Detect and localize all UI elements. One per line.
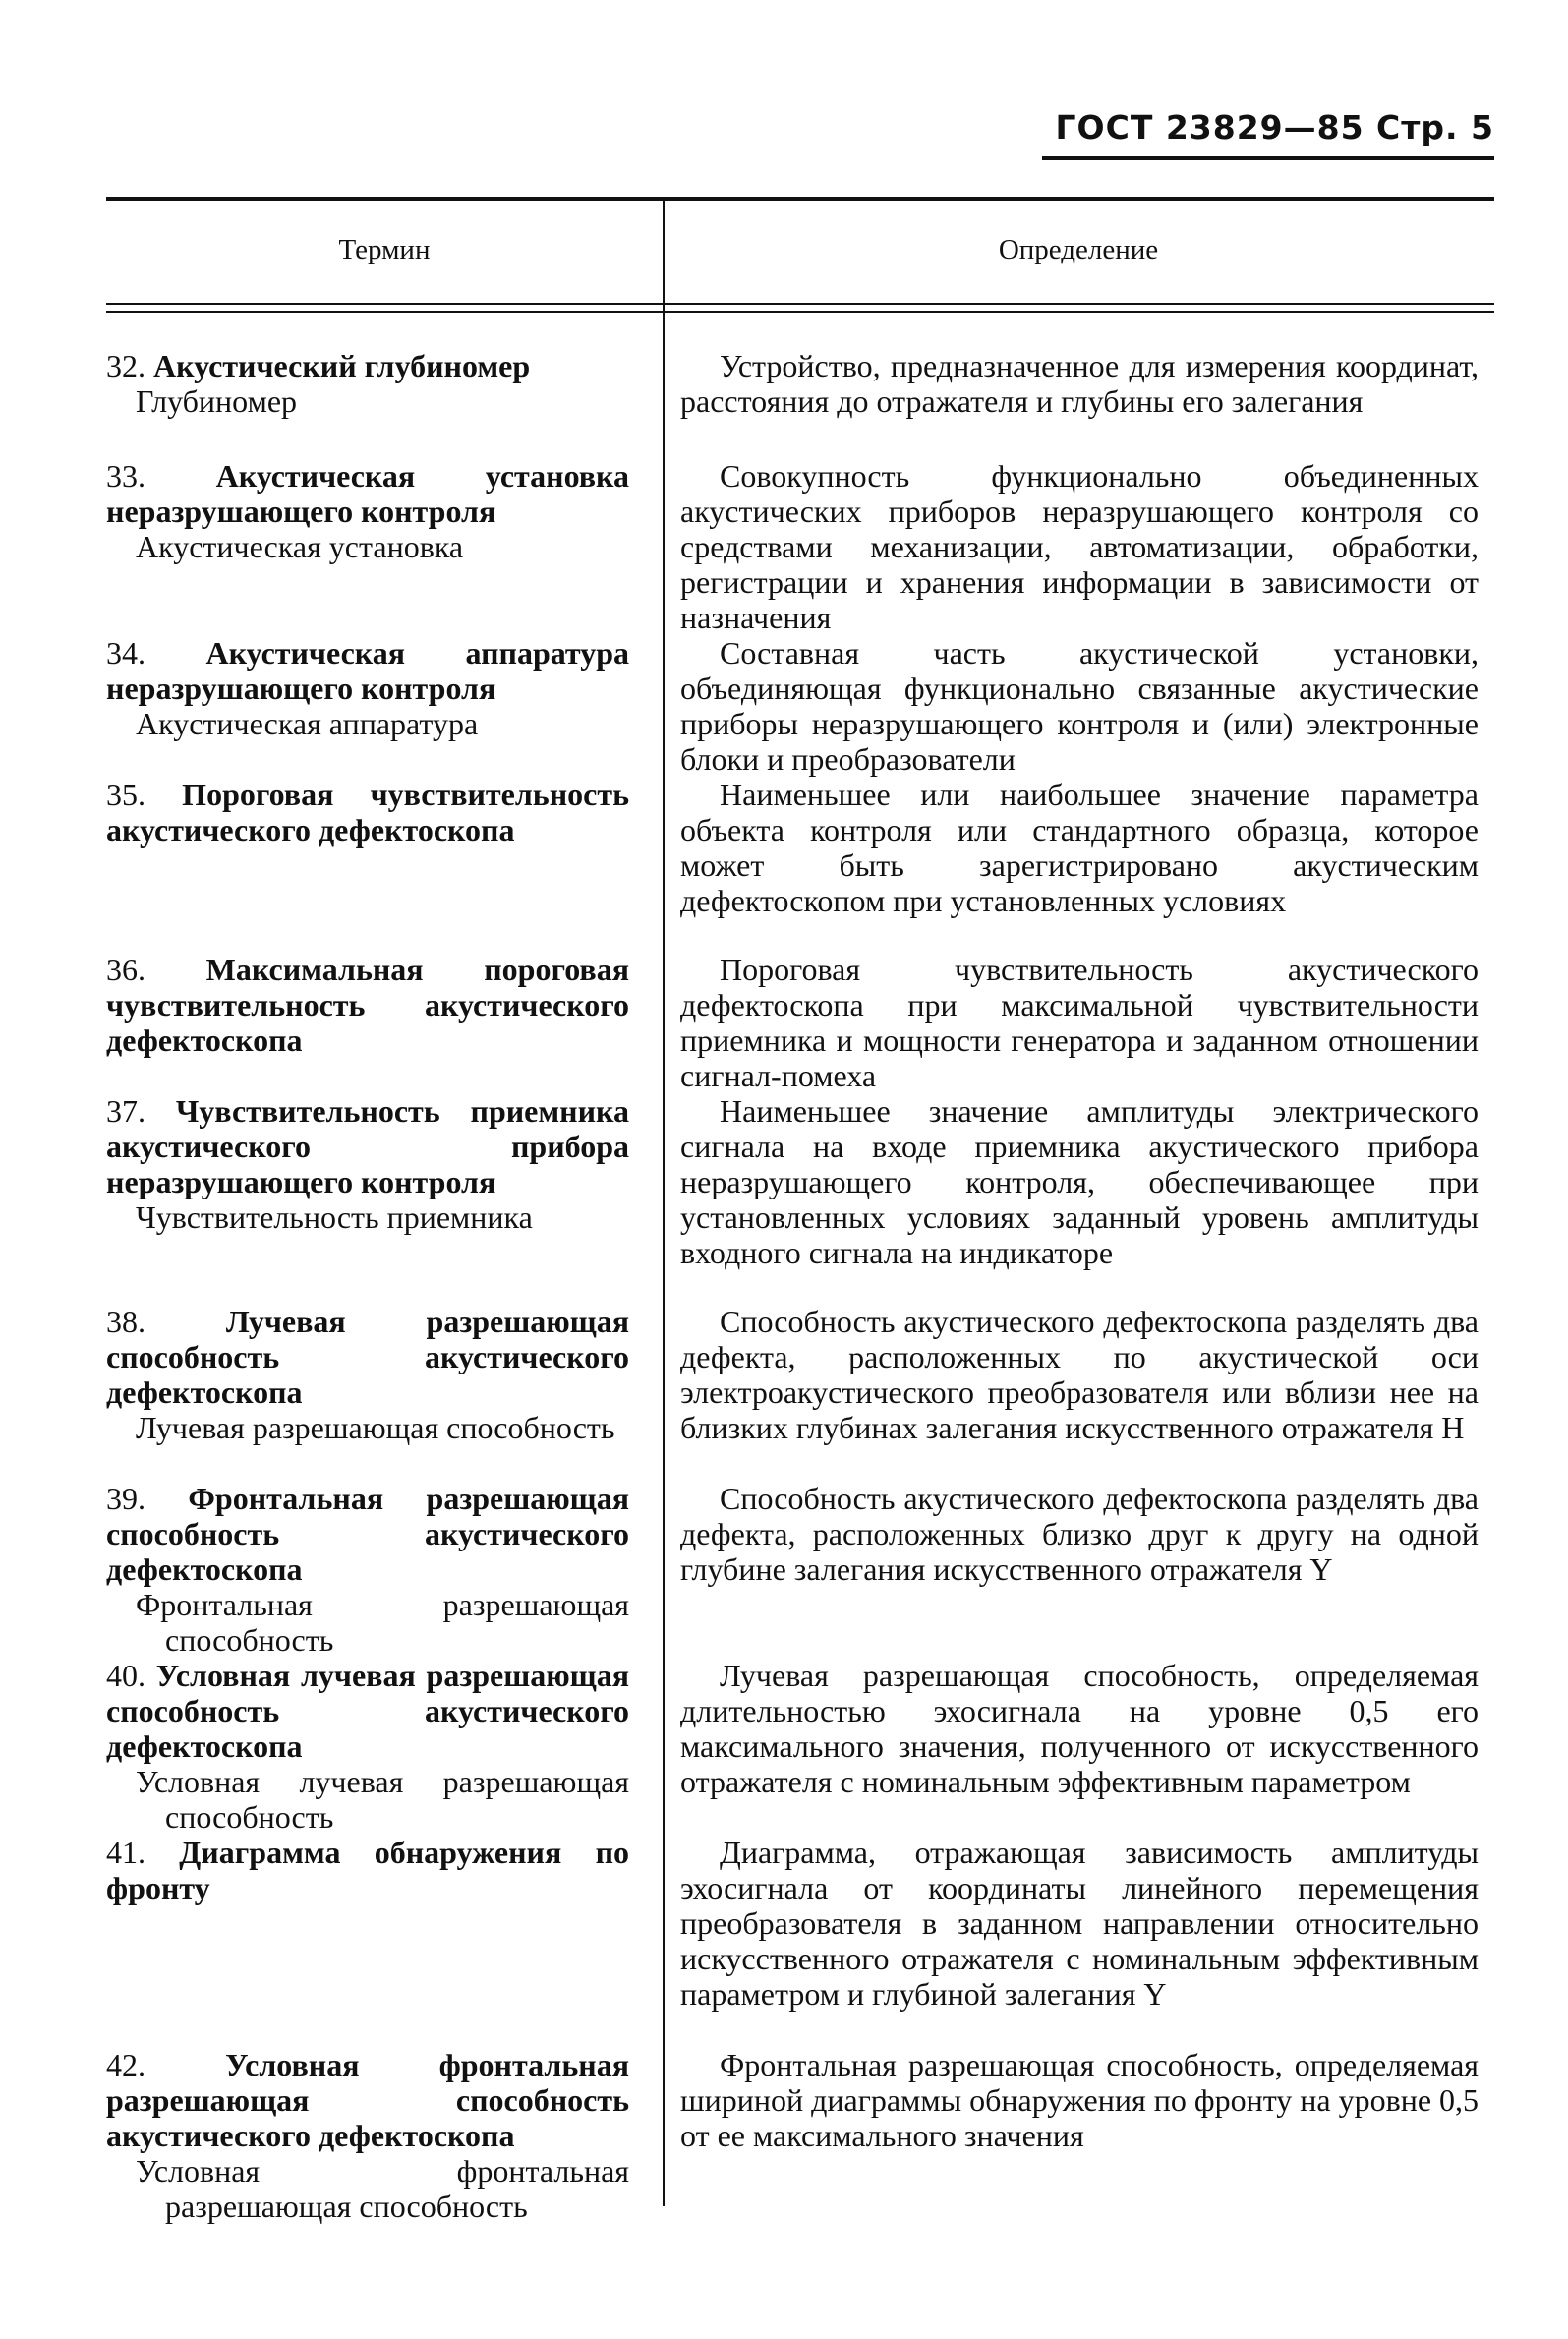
term-34 xyxy=(106,635,629,741)
definition-33: Совокупность функционально объединенных акустических приборов неразрушающего контроля со средствами механизации, автоматизации, обработки, регистрации и хранения информации в зависимости от назначения xyxy=(680,458,1479,635)
term-synonym: Лучевая разрешающая способность xyxy=(136,1410,615,1445)
page-header: ГОСТ 23829—85 Стр. 5 xyxy=(1042,108,1494,160)
entry-number: 38. xyxy=(106,1304,145,1339)
entry-number: 37. xyxy=(106,1093,145,1129)
term-synonym: Глубиномер xyxy=(136,383,298,419)
entry-number: 32. xyxy=(106,348,145,383)
definition-38: Способность акустического дефектоскопа разделять два дефекта, расположенных по акустической оси электроакустического преобразователя или вблизи нее на близких глубинах залегания искусственного отражателя H xyxy=(680,1304,1479,1445)
term-39 xyxy=(106,1481,629,1658)
term-40 xyxy=(106,1658,629,1835)
term-synonym: Акустическая аппаратура xyxy=(136,706,479,741)
term-35 xyxy=(106,777,629,848)
column-header-definition: Определение xyxy=(998,233,1159,265)
column-header-term: Термин xyxy=(338,233,431,265)
term-synonym: Акустическая установка xyxy=(136,529,464,564)
term-title: Лучевая разрешающая способность акустического дефектоскопа xyxy=(106,1304,629,1410)
term-synonym: Чувствительность приемника xyxy=(136,1199,533,1235)
term-title: Акустический глубиномер xyxy=(153,348,531,383)
entry-number: 36. xyxy=(106,952,145,987)
definition-32: Устройство, предназначенное для измерения координат, расстояния до отражателя и глубины его залегания xyxy=(680,348,1479,419)
term-38 xyxy=(106,1304,629,1445)
definition-36: Пороговая чувствительность акустического дефектоскопа при максимальной чувствительности приемника и мощности генератора и заданном отношении сигнал-помеха xyxy=(680,952,1479,1093)
term-33 xyxy=(106,458,629,564)
definition-39: Способность акустического дефектоскопа разделять два дефекта, расположенных близко друг к другу на одной глубине залегания искусственного отражателя Y xyxy=(680,1481,1479,1587)
entry-number: 34. xyxy=(106,635,145,671)
definition-41: Диаграмма, отражающая зависимость амплитуды эхосигнала от координаты линейного перемещения преобразователя в заданном направлении относительно искусственного отражателя с номинальным эффективным параметром и глубиной залегания Y xyxy=(680,1835,1479,2012)
term-42 xyxy=(106,2047,629,2224)
term-title: Акустическая установка неразрушающего контроля xyxy=(106,458,629,529)
entry-number: 39. xyxy=(106,1481,145,1516)
term-title: Диаграмма обнаружения по фронту xyxy=(106,1835,629,1905)
header-double-rule xyxy=(106,303,1494,313)
definition-34: Составная часть акустической установки, объединяющая функционально связанные акустические приборы неразрушающего контроля и (или) электронные блоки и преобразователи xyxy=(680,635,1479,777)
entry-number: 40. xyxy=(106,1658,145,1693)
term-title: Условная лучевая разрешающая способность акустического дефектоскопа xyxy=(106,1658,630,1764)
term-title: Пороговая чувствительность акустического дефектоскопа xyxy=(106,777,629,848)
definition-42: Фронтальная разрешающая способность, определяемая шириной диаграммы обнаружения по фронту на уровне 0,5 от ее максимального значения xyxy=(680,2047,1480,2153)
definition-37: Наименьшее значение амплитуды электрического сигнала на входе приемника акустического прибора неразрушающего контроля, обеспечивающее при установленных условиях заданный уровень амплитуды входного сигнала на индикаторе xyxy=(680,1093,1479,1270)
entry-number: 41. xyxy=(106,1835,145,1870)
term-synonym: Условная фронтальная разрешающая способность xyxy=(136,2153,629,2224)
term-title: Фронтальная разрешающая способность акустического дефектоскопа xyxy=(106,1481,629,1587)
term-title: Максимальная пороговая чувствительность акустического дефектоскопа xyxy=(106,952,630,1058)
term-title: Условная фронтальная разрешающая способность акустического дефектоскопа xyxy=(106,2047,629,2153)
term-41 xyxy=(106,1835,629,1905)
definition-35: Наименьшее или наибольшее значение параметра объекта контроля или стандартного образца, которое может быть зарегистрировано акустическим дефектоскопом при установленных условиях xyxy=(680,777,1479,918)
term-synonym: Фронтальная разрешающая способность xyxy=(136,1587,629,1658)
term-37 xyxy=(106,1093,629,1235)
entry-number: 42. xyxy=(106,2047,145,2082)
table-header xyxy=(106,201,1494,299)
term-title: Чувствительность приемника акустического прибора неразрушающего контроля xyxy=(106,1093,629,1199)
term-synonym: Условная лучевая разрешающая способность xyxy=(136,1764,629,1835)
term-title: Акустическая аппаратура неразрушающего контроля xyxy=(106,635,629,706)
definition-40: Лучевая разрешающая способность, определяемая длительностью эхосигнала на уровне 0,5 его максимального значения, полученного от искусственного отражателя с номинальным эффективным параметром xyxy=(680,1658,1479,1799)
term-32 xyxy=(106,348,629,419)
entry-number: 33. xyxy=(106,458,145,494)
term-36 xyxy=(106,952,629,1058)
column-divider xyxy=(663,201,665,2206)
entry-number: 35. xyxy=(106,777,145,812)
